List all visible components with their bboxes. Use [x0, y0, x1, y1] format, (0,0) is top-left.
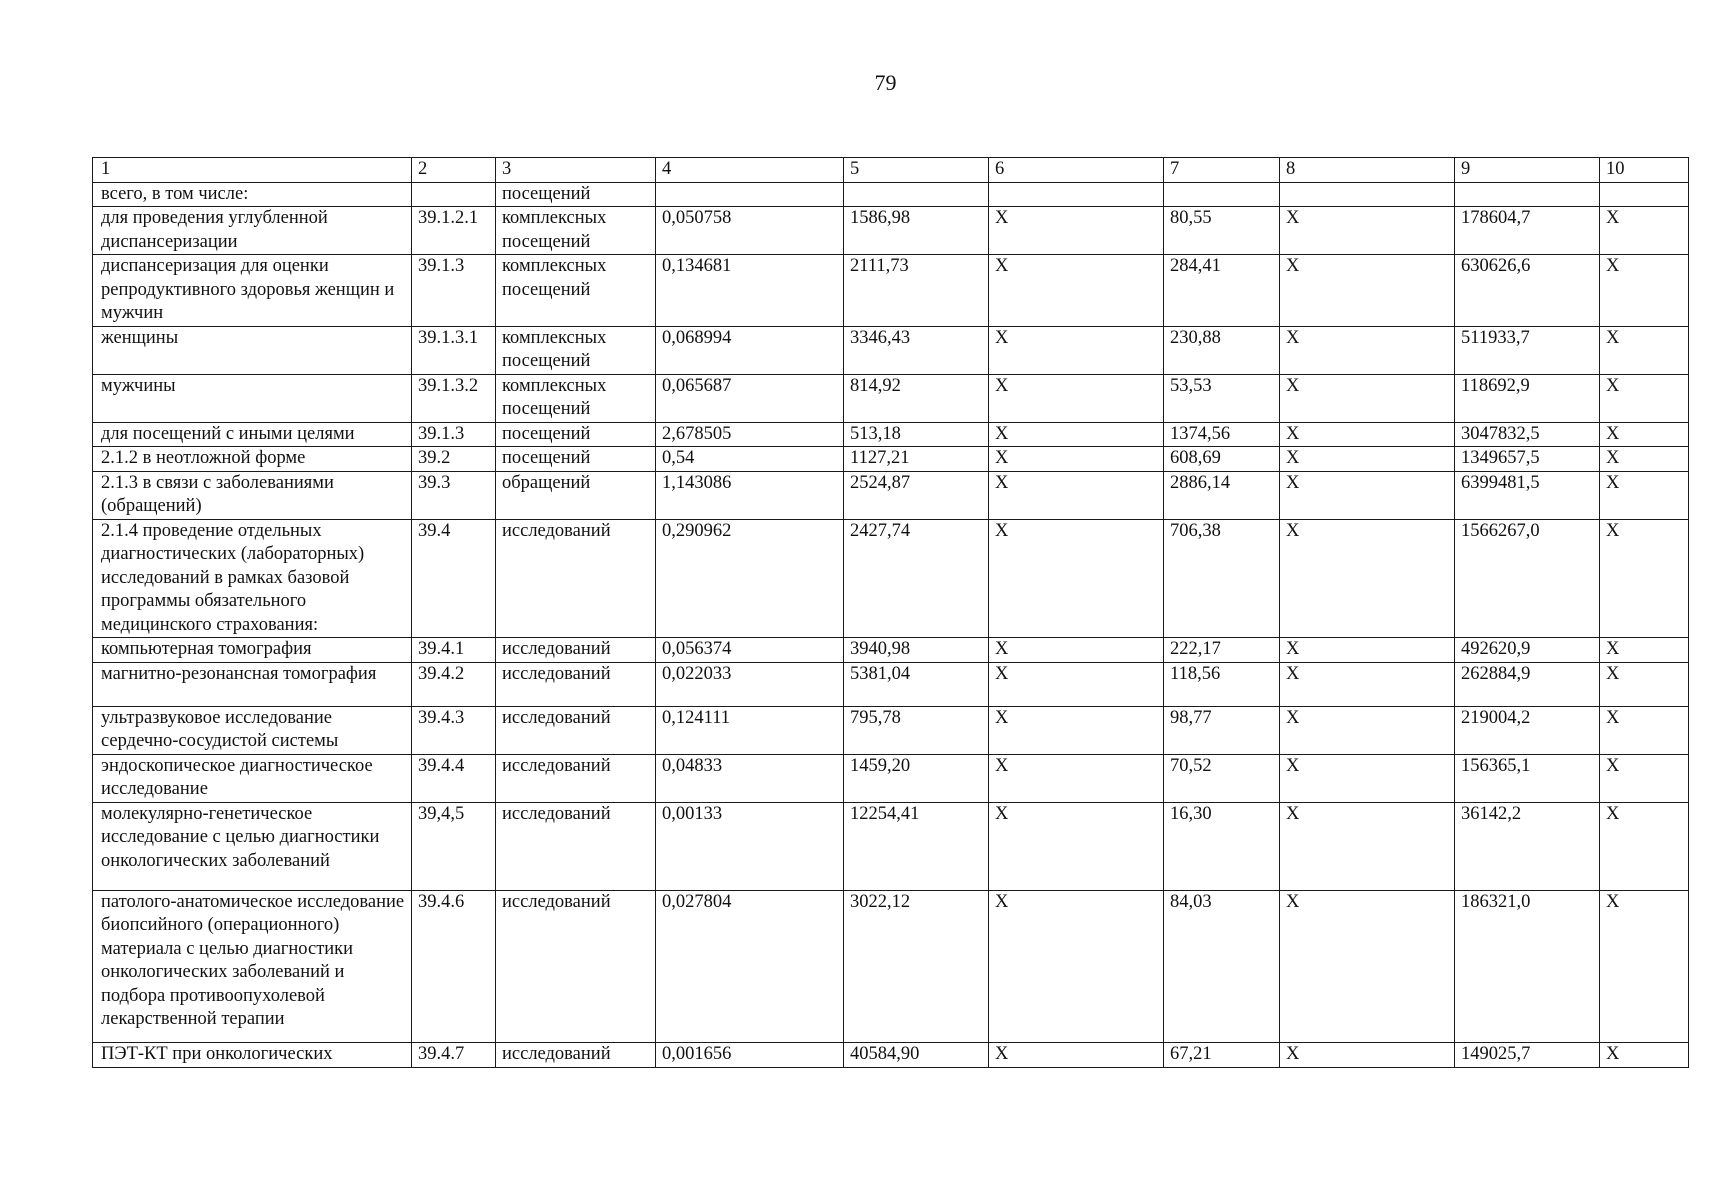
cell-col-1: эндоскопическое диагностическое исследование	[93, 754, 412, 802]
cell-col-9: 1349657,5	[1455, 447, 1600, 472]
cell-col-4: 0,04833	[656, 754, 844, 802]
cell-col-3: исследований	[496, 1042, 656, 1067]
cell-col-4	[656, 182, 844, 207]
table-row	[93, 207, 1689, 255]
cell-col-9: 3047832,5	[1455, 422, 1600, 447]
cell-col-1: 2.1.2 в неотложной форме	[93, 447, 412, 472]
cell-col-6: Х	[989, 207, 1164, 255]
cell-col-8: Х	[1280, 890, 1455, 1042]
cell-col-3: исследований	[496, 638, 656, 663]
cell-col-10: Х	[1600, 802, 1689, 890]
cell-col-6: Х	[989, 374, 1164, 422]
cell-col-8: Х	[1280, 207, 1455, 255]
cell-col-10: Х	[1600, 662, 1689, 706]
cell-col-5: 2524,87	[844, 471, 989, 519]
cell-col-2: 39.1.3.1	[412, 326, 496, 374]
table-row	[93, 754, 1689, 802]
cell-col-9: 118692,9	[1455, 374, 1600, 422]
cell-col-10: Х	[1600, 374, 1689, 422]
cell-col-4: 0,068994	[656, 326, 844, 374]
cell-col-8: Х	[1280, 802, 1455, 890]
cell-col-6: Х	[989, 890, 1164, 1042]
cell-col-7: 706,38	[1164, 519, 1280, 638]
cell-col-9: 149025,7	[1455, 1042, 1600, 1067]
cell-col-3: комплексных посещений	[496, 255, 656, 327]
cell-col-1: 2.1.3 в связи с заболеваниями (обращений)	[93, 471, 412, 519]
cell-col-9: 6399481,5	[1455, 471, 1600, 519]
cell-col-10: Х	[1600, 519, 1689, 638]
cell-col-1: для посещений с иными целями	[93, 422, 412, 447]
cell-col-3: исследований	[496, 802, 656, 890]
cell-col-8: Х	[1280, 326, 1455, 374]
cell-col-9: 262884,9	[1455, 662, 1600, 706]
cell-col-6: Х	[989, 662, 1164, 706]
table-row	[93, 326, 1689, 374]
cell-col-9	[1455, 182, 1600, 207]
cell-col-4: 0,54	[656, 447, 844, 472]
cell-col-2: 39.1.3	[412, 422, 496, 447]
cell-col-7: 7	[1164, 158, 1280, 183]
cell-col-7: 98,77	[1164, 706, 1280, 754]
cell-col-7: 70,52	[1164, 754, 1280, 802]
cell-col-6	[989, 182, 1164, 207]
cell-col-4: 0,124111	[656, 706, 844, 754]
cell-col-4: 4	[656, 158, 844, 183]
cell-col-1: для проведения углубленной диспансеризации	[93, 207, 412, 255]
cell-col-5: 2111,73	[844, 255, 989, 327]
cell-col-9: 156365,1	[1455, 754, 1600, 802]
table-row	[93, 255, 1689, 327]
cell-col-7: 1374,56	[1164, 422, 1280, 447]
cell-col-6: Х	[989, 447, 1164, 472]
cell-col-4: 0,001656	[656, 1042, 844, 1067]
cell-col-10: Х	[1600, 890, 1689, 1042]
cell-col-4: 0,134681	[656, 255, 844, 327]
cell-col-5: 40584,90	[844, 1042, 989, 1067]
cell-col-10: Х	[1600, 638, 1689, 663]
cell-col-3: комплексных посещений	[496, 374, 656, 422]
cell-col-5: 3346,43	[844, 326, 989, 374]
page-number: 79	[874, 70, 897, 95]
cell-col-10	[1600, 182, 1689, 207]
cell-col-9: 9	[1455, 158, 1600, 183]
cell-col-10: 10	[1600, 158, 1689, 183]
cell-col-5: 1127,21	[844, 447, 989, 472]
cell-col-6: Х	[989, 422, 1164, 447]
cell-col-4: 0,050758	[656, 207, 844, 255]
cell-col-6: Х	[989, 638, 1164, 663]
cell-col-3: исследований	[496, 519, 656, 638]
cell-col-1: компьютерная томография	[93, 638, 412, 663]
cell-col-3: посещений	[496, 447, 656, 472]
cell-col-1: 2.1.4 проведение отдельных диагностических (лабораторных) исследований в рамках базовой программы обязательного медицинского страхования:	[93, 519, 412, 638]
cell-col-8: 8	[1280, 158, 1455, 183]
cell-col-5: 5381,04	[844, 662, 989, 706]
cell-col-3: исследований	[496, 662, 656, 706]
cell-col-9: 178604,7	[1455, 207, 1600, 255]
cell-col-5: 12254,41	[844, 802, 989, 890]
cell-col-8: Х	[1280, 1042, 1455, 1067]
cell-col-6: Х	[989, 754, 1164, 802]
table-row	[93, 638, 1689, 663]
cell-col-10: Х	[1600, 706, 1689, 754]
cell-col-8: Х	[1280, 255, 1455, 327]
cell-col-2: 39,4,5	[412, 802, 496, 890]
cell-col-2: 39.1.2.1	[412, 207, 496, 255]
cell-col-5: 814,92	[844, 374, 989, 422]
cell-col-8: Х	[1280, 519, 1455, 638]
cell-col-10: Х	[1600, 207, 1689, 255]
cell-col-6: Х	[989, 255, 1164, 327]
cell-col-8: Х	[1280, 662, 1455, 706]
table-row	[93, 802, 1689, 890]
cell-col-9: 511933,7	[1455, 326, 1600, 374]
cell-col-7	[1164, 182, 1280, 207]
cell-col-10: Х	[1600, 754, 1689, 802]
cell-col-8: Х	[1280, 471, 1455, 519]
cell-col-9: 1566267,0	[1455, 519, 1600, 638]
cell-col-3: 3	[496, 158, 656, 183]
table-row	[93, 471, 1689, 519]
cell-col-5	[844, 182, 989, 207]
cell-col-2: 39.4.7	[412, 1042, 496, 1067]
cell-col-2: 39.4.3	[412, 706, 496, 754]
cell-col-9: 492620,9	[1455, 638, 1600, 663]
cell-col-2: 39.4	[412, 519, 496, 638]
table-row	[93, 182, 1689, 207]
cell-col-5: 2427,74	[844, 519, 989, 638]
cell-col-8: Х	[1280, 638, 1455, 663]
cell-col-5: 1586,98	[844, 207, 989, 255]
cell-col-6: 6	[989, 158, 1164, 183]
cell-col-10: Х	[1600, 471, 1689, 519]
cell-col-4: 1,143086	[656, 471, 844, 519]
cell-col-1: ультразвуковое исследование сердечно-сосудистой системы	[93, 706, 412, 754]
cell-col-7: 230,88	[1164, 326, 1280, 374]
cell-col-2: 39.3	[412, 471, 496, 519]
cell-col-4: 0,00133	[656, 802, 844, 890]
cell-col-2: 39.1.3	[412, 255, 496, 327]
cell-col-10: Х	[1600, 422, 1689, 447]
cell-col-3: комплексных посещений	[496, 207, 656, 255]
cell-col-1: женщины	[93, 326, 412, 374]
cell-col-9: 186321,0	[1455, 890, 1600, 1042]
cell-col-2: 39.4.2	[412, 662, 496, 706]
cell-col-7: 80,55	[1164, 207, 1280, 255]
cell-col-2	[412, 182, 496, 207]
cell-col-9: 219004,2	[1455, 706, 1600, 754]
cell-col-3: комплексных посещений	[496, 326, 656, 374]
cell-col-1: всего, в том числе:	[93, 182, 412, 207]
cell-col-1: патолого-анатомическое исследование биопсийного (операционного) материала с целью диагностики онкологических заболеваний и подбора противоопухолевой лекарственной терапии	[93, 890, 412, 1042]
cell-col-10: Х	[1600, 1042, 1689, 1067]
table-row	[93, 374, 1689, 422]
cell-col-7: 53,53	[1164, 374, 1280, 422]
cell-col-8: Х	[1280, 422, 1455, 447]
cell-col-3: исследований	[496, 890, 656, 1042]
cell-col-5: 3940,98	[844, 638, 989, 663]
cell-col-9: 36142,2	[1455, 802, 1600, 890]
cell-col-10: Х	[1600, 326, 1689, 374]
cell-col-1: 1	[93, 158, 412, 183]
cell-col-4: 2,678505	[656, 422, 844, 447]
cell-col-2: 39.1.3.2	[412, 374, 496, 422]
table-header-row	[93, 158, 1689, 183]
cell-col-8	[1280, 182, 1455, 207]
cell-col-1: мужчины	[93, 374, 412, 422]
cell-col-9: 630626,6	[1455, 255, 1600, 327]
table-row	[93, 1042, 1689, 1067]
cell-col-6: Х	[989, 326, 1164, 374]
data-table	[92, 157, 1689, 1068]
table-row	[93, 662, 1689, 706]
cell-col-8: Х	[1280, 706, 1455, 754]
cell-col-3: исследований	[496, 754, 656, 802]
cell-col-7: 118,56	[1164, 662, 1280, 706]
cell-col-7: 67,21	[1164, 1042, 1280, 1067]
cell-col-4: 0,065687	[656, 374, 844, 422]
cell-col-1: магнитно-резонансная томография	[93, 662, 412, 706]
cell-col-2: 39.4.6	[412, 890, 496, 1042]
cell-col-2: 39.2	[412, 447, 496, 472]
cell-col-6: Х	[989, 471, 1164, 519]
cell-col-5: 5	[844, 158, 989, 183]
cell-col-7: 84,03	[1164, 890, 1280, 1042]
cell-col-6: Х	[989, 802, 1164, 890]
cell-col-7: 222,17	[1164, 638, 1280, 663]
cell-col-7: 284,41	[1164, 255, 1280, 327]
cell-col-1: диспансеризация для оценки репродуктивного здоровья женщин и мужчин	[93, 255, 412, 327]
cell-col-10: Х	[1600, 447, 1689, 472]
cell-col-7: 2886,14	[1164, 471, 1280, 519]
cell-col-4: 0,056374	[656, 638, 844, 663]
cell-col-3: обращений	[496, 471, 656, 519]
cell-col-2: 39.4.1	[412, 638, 496, 663]
cell-col-1: молекулярно-генетическое исследование с целью диагностики онкологических заболеваний	[93, 802, 412, 890]
cell-col-4: 0,290962	[656, 519, 844, 638]
cell-col-6: Х	[989, 519, 1164, 638]
cell-col-6: Х	[989, 1042, 1164, 1067]
cell-col-5: 795,78	[844, 706, 989, 754]
cell-col-8: Х	[1280, 447, 1455, 472]
cell-col-5: 3022,12	[844, 890, 989, 1042]
cell-col-3: исследований	[496, 706, 656, 754]
cell-col-8: Х	[1280, 754, 1455, 802]
cell-col-10: Х	[1600, 255, 1689, 327]
table-row	[93, 422, 1689, 447]
cell-col-4: 0,022033	[656, 662, 844, 706]
table-row	[93, 519, 1689, 638]
cell-col-2: 2	[412, 158, 496, 183]
table-row	[93, 706, 1689, 754]
cell-col-5: 513,18	[844, 422, 989, 447]
cell-col-3: посещений	[496, 422, 656, 447]
cell-col-5: 1459,20	[844, 754, 989, 802]
table-row	[93, 890, 1689, 1042]
cell-col-1: ПЭТ-КТ при онкологических	[93, 1042, 412, 1067]
cell-col-7: 608,69	[1164, 447, 1280, 472]
cell-col-6: Х	[989, 706, 1164, 754]
table-row	[93, 447, 1689, 472]
cell-col-4: 0,027804	[656, 890, 844, 1042]
cell-col-7: 16,30	[1164, 802, 1280, 890]
cell-col-2: 39.4.4	[412, 754, 496, 802]
cell-col-8: Х	[1280, 374, 1455, 422]
cell-col-3: посещений	[496, 182, 656, 207]
